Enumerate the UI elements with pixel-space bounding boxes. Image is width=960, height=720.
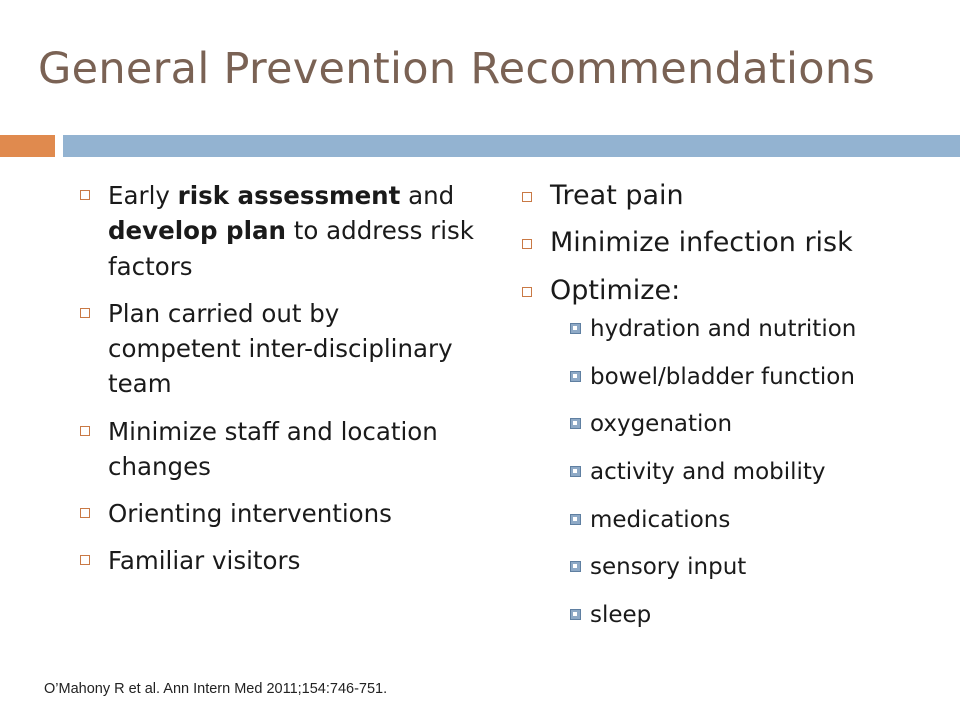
right-bullet-list xyxy=(520,178,950,647)
filled-square-bullet-icon xyxy=(570,371,581,382)
accent-bar xyxy=(0,135,55,157)
sub-bullet xyxy=(558,362,960,393)
left-bullet-list xyxy=(78,178,478,591)
slide-title: General Prevention Recommendations xyxy=(38,44,876,94)
bullet-text: Familiar visitors xyxy=(108,546,301,576)
bullet-risk-assessment xyxy=(78,178,478,284)
filled-square-bullet-icon xyxy=(570,466,581,477)
square-bullet-icon xyxy=(80,190,90,200)
filled-square-bullet-icon xyxy=(570,561,581,572)
filled-square-bullet-icon xyxy=(570,323,581,334)
bullet-familiar-visitors xyxy=(78,543,478,578)
square-bullet-icon xyxy=(80,508,90,518)
square-bullet-icon xyxy=(80,426,90,436)
bullet-text: Minimize infection risk xyxy=(550,227,853,259)
filled-square-bullet-icon xyxy=(570,609,581,620)
bullet-text: and xyxy=(400,181,455,210)
sub-bullet-text: hydration and nutrition xyxy=(590,316,857,343)
sub-bullet xyxy=(558,314,960,345)
square-bullet-icon xyxy=(522,192,532,202)
sub-bullet-text: medications xyxy=(590,506,731,533)
sub-bullet xyxy=(558,457,960,488)
bullet-minimize-staff xyxy=(78,414,478,485)
sub-bullet-text: bowel/bladder function xyxy=(590,363,855,390)
bullet-plan-team xyxy=(78,296,478,402)
bullet-optimize xyxy=(520,273,950,630)
optimize-sublist xyxy=(550,314,950,630)
bullet-treat-pain xyxy=(520,178,950,214)
sub-bullet-text: oxygenation xyxy=(590,411,733,438)
sub-bullet xyxy=(558,552,960,583)
bullet-infection-risk xyxy=(520,225,950,261)
bullet-bold-text: develop plan xyxy=(108,216,286,246)
square-bullet-icon xyxy=(80,555,90,565)
header-bar xyxy=(63,135,960,157)
sub-bullet xyxy=(558,409,960,440)
filled-square-bullet-icon xyxy=(570,514,581,525)
bullet-bold-text: risk assessment xyxy=(177,181,401,210)
bullet-text: Orienting interventions xyxy=(108,499,392,529)
bullet-text: Optimize: xyxy=(550,274,681,306)
sub-bullet xyxy=(558,600,960,631)
square-bullet-icon xyxy=(80,308,90,318)
bullet-text: Early xyxy=(108,181,178,210)
square-bullet-icon xyxy=(522,287,532,297)
bullet-text: Plan carried out by competent inter-disciplinary team xyxy=(108,298,453,399)
sub-bullet-text: activity and mobility xyxy=(590,459,826,486)
bullet-text: Treat pain xyxy=(550,180,684,211)
sub-bullet xyxy=(558,505,960,536)
filled-square-bullet-icon xyxy=(570,418,581,429)
sub-bullet-text: sleep xyxy=(590,601,652,628)
citation: O’Mahony R et al. Ann Intern Med 2011;154:746-751. xyxy=(44,681,388,697)
bullet-text: to address risk factors xyxy=(108,216,474,281)
sub-bullet-text: sensory input xyxy=(590,554,747,581)
bullet-orienting xyxy=(78,496,478,531)
square-bullet-icon xyxy=(522,239,532,249)
bullet-text: Minimize staff and location changes xyxy=(108,416,438,481)
